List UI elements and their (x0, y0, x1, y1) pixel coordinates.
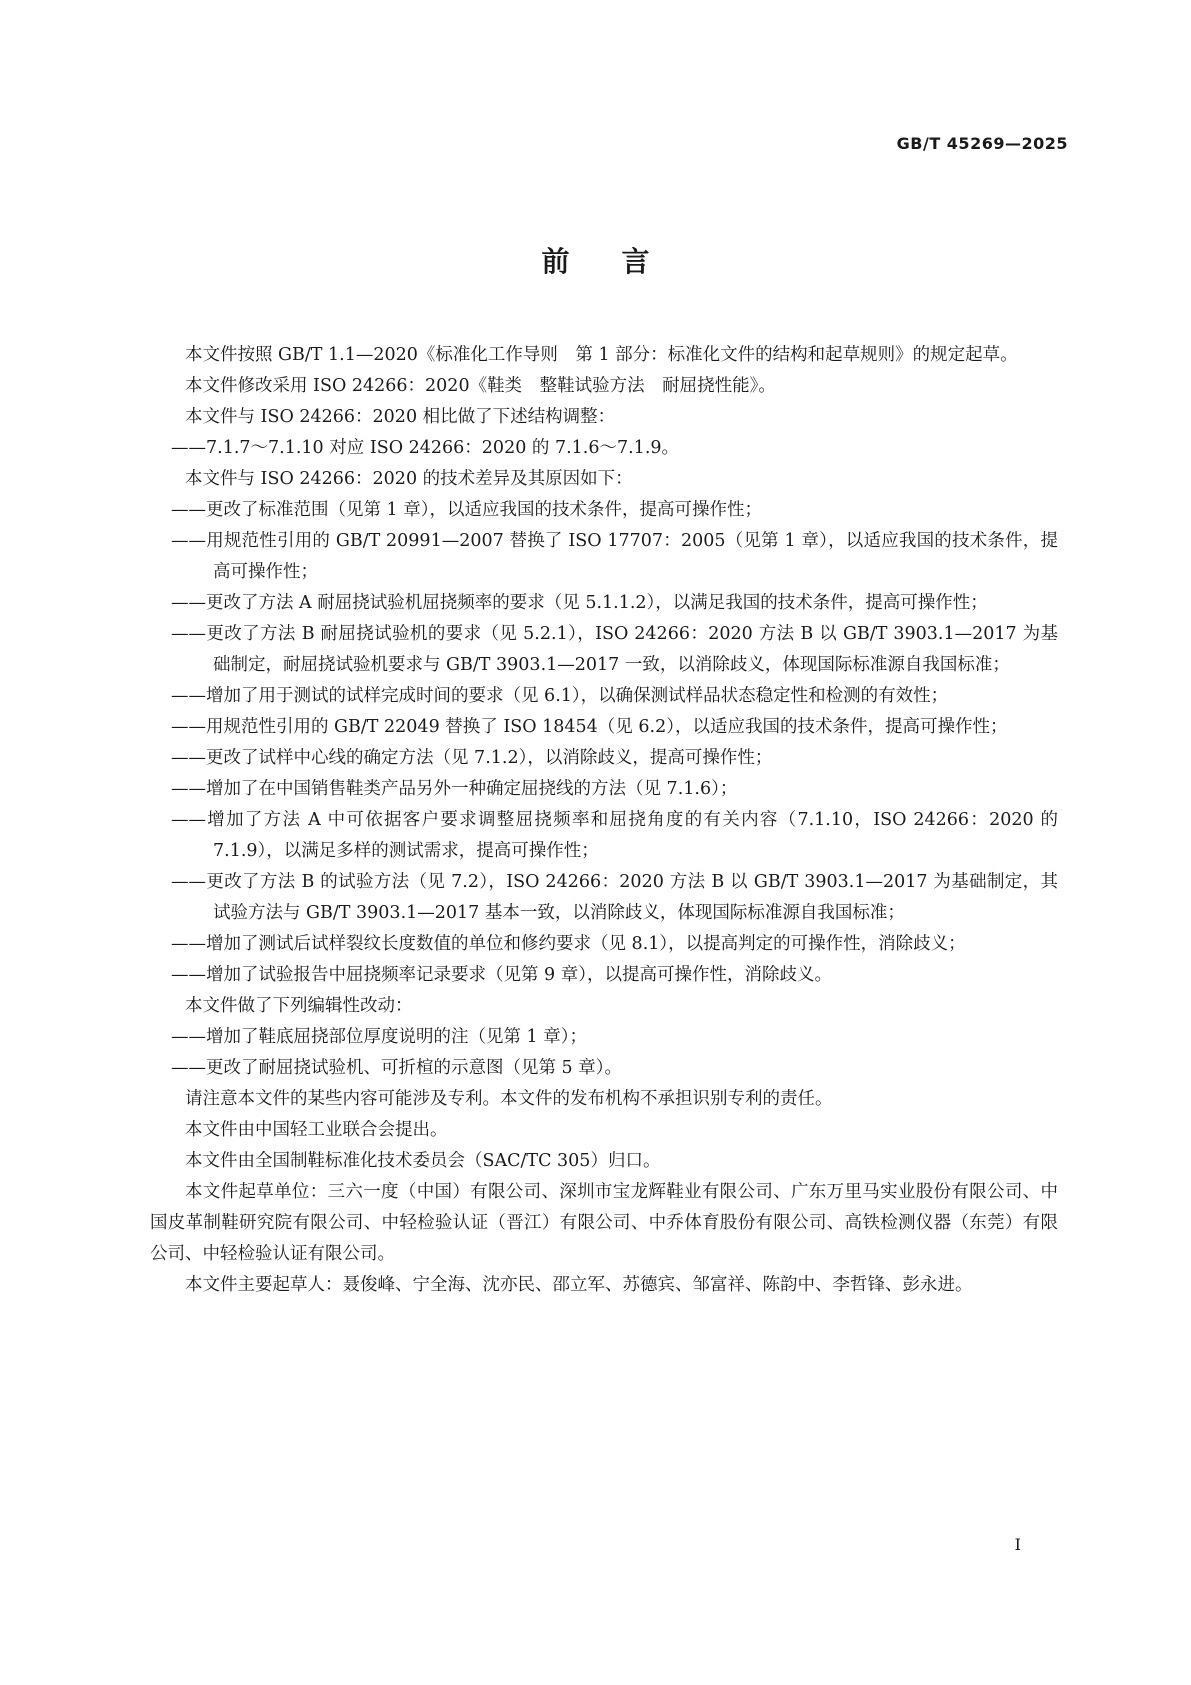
list-item: ——增加了用于测试的试样完成时间的要求（见 6.1），以确保测试样品状态稳定性和检测的有效性； (171, 686, 949, 706)
list-item: ——增加了在中国销售鞋类产品另外一种确定屈挠线的方法（见 7.1.6）； (171, 779, 738, 799)
list-item: ——更改了标准范围（见第 1 章），以适应我国的技术条件，提高可操作性； (171, 500, 763, 520)
paragraph: 本文件按照 GB/T 1.1—2020《标准化工作导则 第 1 部分：标准化文件的结构和起草规则》的规定起草。 (185, 345, 1018, 365)
list-item: ——增加了试验报告中屈挠频率记录要求（见第 9 章），以提高可操作性，消除歧义。 (171, 965, 833, 985)
paragraph: 本文件起草单位：三六一度（中国）有限公司、深圳市宝龙辉鞋业有限公司、广东万里马实业股份有限公司、中国皮革制鞋研究院有限公司、中轻检验认证（晋江）有限公司、中乔体育股份有限公司、高铁检测仪器（东莞）有限公司、中轻检验认证有限公司。 (150, 1182, 1058, 1264)
list-item: ——更改了方法 B 的试验方法（见 7.2），ISO 24266：2020 方法 B 以 GB/T 3903.1—2017 为基础制定，其试验方法与 GB/T 3903.1—2017 基本一致，以消除歧义，体现国际标准源自我国标准； (171, 872, 1058, 923)
page-title: 前言 (541, 245, 702, 278)
paragraph: 本文件由全国制鞋标准化技术委员会（SAC/TC 305）归口。 (185, 1151, 661, 1171)
list-item: ——增加了方法 A 中可依据客户要求调整屈挠频率和屈挠角度的有关内容（7.1.10，ISO 24266：2020 的 7.1.9），以满足多样的测试需求，提高可操作性； (171, 810, 1058, 861)
paragraph: 本文件与 ISO 24266：2020 的技术差异及其原因如下： (185, 469, 633, 489)
paragraph: 本文件修改采用 ISO 24266：2020《鞋类 整鞋试验方法 耐屈挠性能》。 (185, 376, 776, 396)
list-item: ——增加了测试后试样裂纹长度数值的单位和修约要求（见 8.1），以提高判定的可操作性，消除歧义； (171, 934, 966, 954)
list-item: ——更改了耐屈挠试验机、可折楦的示意图（见第 5 章）。 (171, 1058, 623, 1078)
paragraph: 本文件做了下列编辑性改动： (185, 996, 413, 1016)
list-item: ——更改了方法 B 耐屈挠试验机的要求（见 5.2.1），ISO 24266：2020 方法 B 以 GB/T 3903.1—2017 为基础制定，耐屈挠试验机要求与 GB/T 3903.1—2017 一致，以消除歧义，体现国际标准源自我国标准； (171, 624, 1058, 675)
paragraph: 本文件主要起草人：聂俊峰、宁全海、沈亦民、邵立军、苏德宾、邹富祥、陈韵中、李哲锋、彭永进。 (185, 1275, 973, 1295)
paragraph: 本文件与 ISO 24266：2020 相比做了下述结构调整： (185, 407, 616, 427)
list-item: ——增加了鞋底屈挠部位厚度说明的注（见第 1 章）； (171, 1027, 588, 1047)
list-item: ——用规范性引用的 GB/T 22049 替换了 ISO 18454（见 6.2），以适应我国的技术条件，提高可操作性； (171, 717, 1008, 737)
standard-number: GB/T 45269—2025 (896, 134, 1068, 153)
list-item: ——用规范性引用的 GB/T 20991—2007 替换了 ISO 17707：2005（见第 1 章），以适应我国的技术条件，提高可操作性； (171, 531, 1058, 582)
paragraph: 本文件由中国轻工业联合会提出。 (185, 1120, 448, 1140)
foreword-body (150, 340, 1058, 1301)
list-item: ——更改了试样中心线的确定方法（见 7.1.2），以消除歧义，提高可操作性； (171, 748, 773, 768)
list-item: ——更改了方法 A 耐屈挠试验机屈挠频率的要求（见 5.1.1.2），以满足我国的技术条件，提高可操作性； (171, 593, 988, 613)
paragraph: 请注意本文件的某些内容可能涉及专利。本文件的发布机构不承担识别专利的责任。 (185, 1089, 833, 1109)
page-number: I (1014, 1535, 1021, 1554)
list-item: ——7.1.7～7.1.10 对应 ISO 24266：2020 的 7.1.6～7.1.9。 (171, 438, 680, 458)
